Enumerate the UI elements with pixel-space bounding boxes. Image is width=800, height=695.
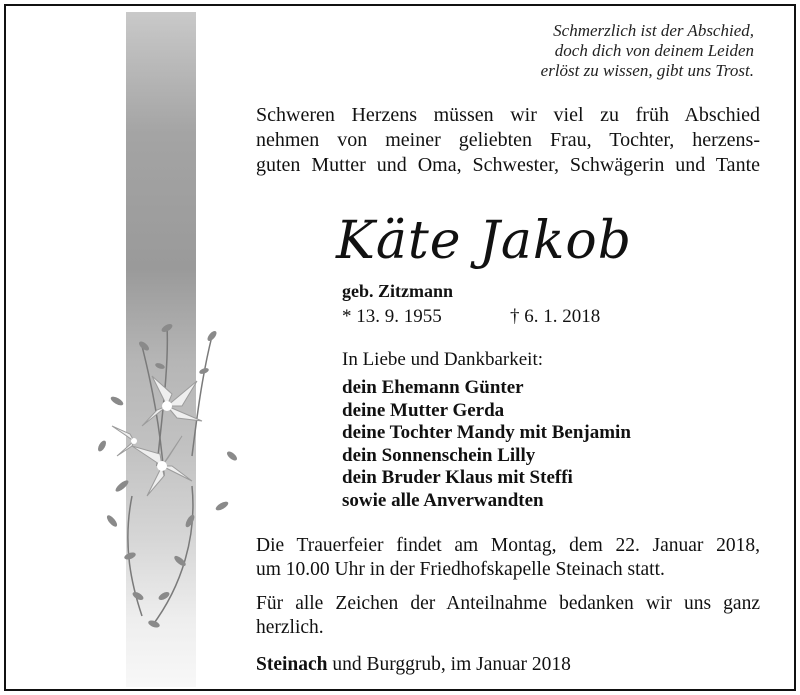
mourner-item: sowie alle Anverwandten (342, 489, 544, 511)
mourner-item: deine Mutter Gerda (342, 399, 505, 421)
closing-place: Steinach (256, 654, 328, 675)
intro-paragraph (256, 103, 760, 178)
quote-line: Schmerzlich ist der Abschied, (553, 21, 754, 40)
maiden-name: geb. Zitzmann (342, 281, 454, 301)
intro-line: nehmen von meiner geliebten Frau, Tochter, herzens- (256, 129, 760, 151)
opening-quote (494, 21, 754, 81)
quote-line: doch dich von deinem Leiden (554, 41, 754, 60)
quote-line: erlöst zu wissen, gibt uns Trost. (540, 61, 754, 80)
mourners-list (342, 377, 631, 512)
mourner-item: dein Bruder Klaus mit Steffi (342, 467, 573, 488)
mourners-heading: In Liebe und Dankbarkeit: (342, 349, 544, 370)
obituary-card (4, 4, 796, 691)
birth-date: * 13. 9. 1955 (342, 306, 442, 327)
mourner-item: dein Ehemann Günter (342, 377, 524, 398)
service-line: um 10.00 Uhr in der Friedhofskapelle Steinach statt. (256, 559, 665, 580)
closing-line (256, 654, 571, 676)
mourner-item: deine Tochter Mandy mit Benjamin (342, 422, 631, 443)
deceased-name: Käte Jakob (336, 211, 632, 271)
thanks-line: herzlich. (256, 617, 324, 638)
mourner-item: dein Sonnenschein Lilly (342, 444, 536, 466)
intro-line: Schweren Herzens müssen wir viel zu früh Abschied (256, 104, 760, 126)
intro-line: guten Mutter und Oma, Schwester, Schwägerin und Tante (256, 154, 760, 176)
closing-rest: und Burggrub, im Januar 2018 (327, 654, 571, 675)
lily-bouquet-image (72, 306, 262, 636)
service-line: Die Trauerfeier findet am Montag, dem 22. Januar 2018, (256, 535, 760, 556)
thanks-line: Für alle Zeichen der Anteilnahme bedanken wir uns ganz (256, 593, 760, 614)
death-date: † 6. 1. 2018 (510, 306, 601, 327)
service-announcement (256, 534, 760, 640)
